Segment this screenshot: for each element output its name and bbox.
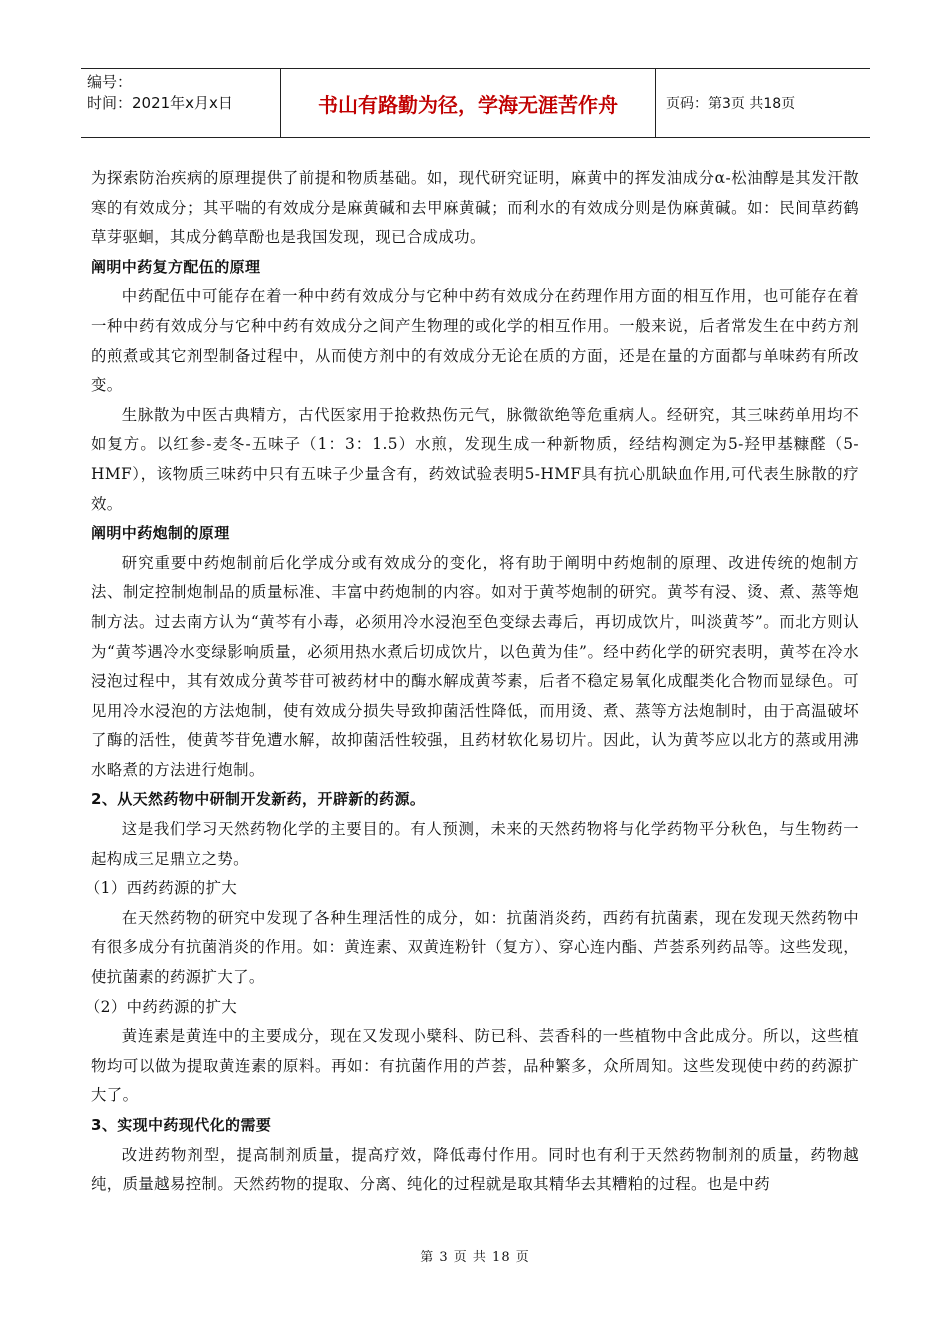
header-meta [81, 69, 281, 137]
paragraph: 黄连素是黄连中的主要成分，现在又发现小檗科、防已科、芸香科的一些植物中含此成分。所以，这些植物均可以做为提取黄连素的原料。再如：有抗菌作用的芦荟，品种繁多，众所周知。这些发现使中药的药源扩大了。 [91, 1027, 859, 1105]
paragraph: 改进药物剂型，提高制剂质量，提高疗效，降低毒付作用。同时也有利于天然药物制剂的质量，药物越纯，质量越易控制。天然药物的提取、分离、纯化的过程就是取其精华去其糟粕的过程。也是中药 [91, 1145, 859, 1194]
document-body [84, 164, 859, 1200]
paragraph: 中药配伍中可能存在着一种中药有效成分与它种中药有效成分在药理作用方面的相互作用，也可能存在着一种中药有效成分与它种中药有效成分之间产生物理的或化学的相互作用。一般来说，后者常发生在中药方剂的煎煮或其它剂型制备过程中，从而使方剂中的有效成分无论在质的方面，还是在量的方面都与单味药有所改变。 [91, 287, 859, 395]
section-heading: 3、实现中药现代化的需要 [91, 1116, 272, 1134]
section-heading: 阐明中药炮制的原理 [91, 524, 230, 543]
header-page-info: 页码：第3页 共18页 [666, 96, 796, 112]
subsection-heading: （1）西药药源的扩大 [84, 879, 238, 898]
paragraph: 研究重要中药炮制前后化学成分或有效成分的变化，将有助于阐明中药炮制的原理、改进传统的炮制方法、制定控制炮制品的质量标准、丰富中药炮制的内容。如对于黄芩炮制的研究。黄芩有浸、烫、煮、蒸等炮制方法。过去南方认为“黄芩有小毒，必须用冷水浸泡至色变绿去毒后，再切成饮片，叫淡黄芩”。而北方则认为“黄芩遇冷水变绿影响质量，必须用热水煮后切成饮片，以色黄为佳”。经中药化学的研究表明，黄芩在冷水浸泡过程中，其有效成分黄芩苷可被药材中的酶水解成黄芩素，后者不稳定易氧化成醌类化合物而显绿色。可见用冷水浸泡的方法炮制，使有效成分损失导致抑菌活性降低，而用烫、煮、蒸等方法炮制时，由于高温破坏了酶的活性，使黄芩苷免遭水解，故抑菌活性较强，且药材软化易切片。因此，认为黄芩应以北方的蒸或用沸水略煮的方法进行炮制。 [91, 553, 859, 779]
page-header [81, 68, 870, 138]
paragraph: 在天然药物的研究中发现了各种生理活性的成分，如：抗菌消炎药，西药有抗菌素，现在发现天然药物中有很多成分有抗菌消炎的作用。如：黄连素、双黄连粉针（复方）、穿心连内酯、芦荟系列药品等。这些发现，使抗菌素的药源扩大了。 [91, 908, 859, 987]
section-heading: 2、从天然药物中研制开发新药，开辟新的药源。 [91, 790, 426, 809]
document-number-label: 编号： [87, 73, 133, 91]
paragraph: 生脉散为中医古典精方，古代医家用于抢救热伤元气，脉微欲绝等危重病人。经研究，其三味药单用均不如复方。以红参-麦冬-五味子（1：3：1.5）水煎，发现生成一种新物质，经结构测定为5-羟甲基糠醛（5-HMF），该物质三味药中只有五味子少量含有，药效试验表明5-HMF具有抗心肌缺血作用,可代表生脉散的疗效。 [91, 405, 859, 513]
document-date-label: 时间：2021年x月x日 [87, 94, 233, 112]
paragraph: 为探索防治疾病的原理提供了前提和物质基础。如，现代研究证明，麻黄中的挥发油成分α-松油醇是其发汗散寒的有效成分；其平喘的有效成分是麻黄碱和去甲麻黄碱；而利水的有效成分则是伪麻黄碱。如：民间草药鹤草芽驱蛔，其成分鹤草酚也是我国发现，现已合成成功。 [91, 169, 859, 247]
header-motto: 书山有路勤为径，学海无涯苦作舟 [281, 69, 656, 137]
paragraph: 这是我们学习天然药物化学的主要目的。有人预测，未来的天然药物将与化学药物平分秋色，与生物药一起构成三足鼎立之势。 [91, 820, 859, 868]
subsection-heading: （2）中药药源的扩大 [84, 997, 238, 1016]
page-footer: 第 3 页 共 18 页 [420, 1250, 530, 1265]
section-heading: 阐明中药复方配伍的原理 [91, 257, 261, 276]
